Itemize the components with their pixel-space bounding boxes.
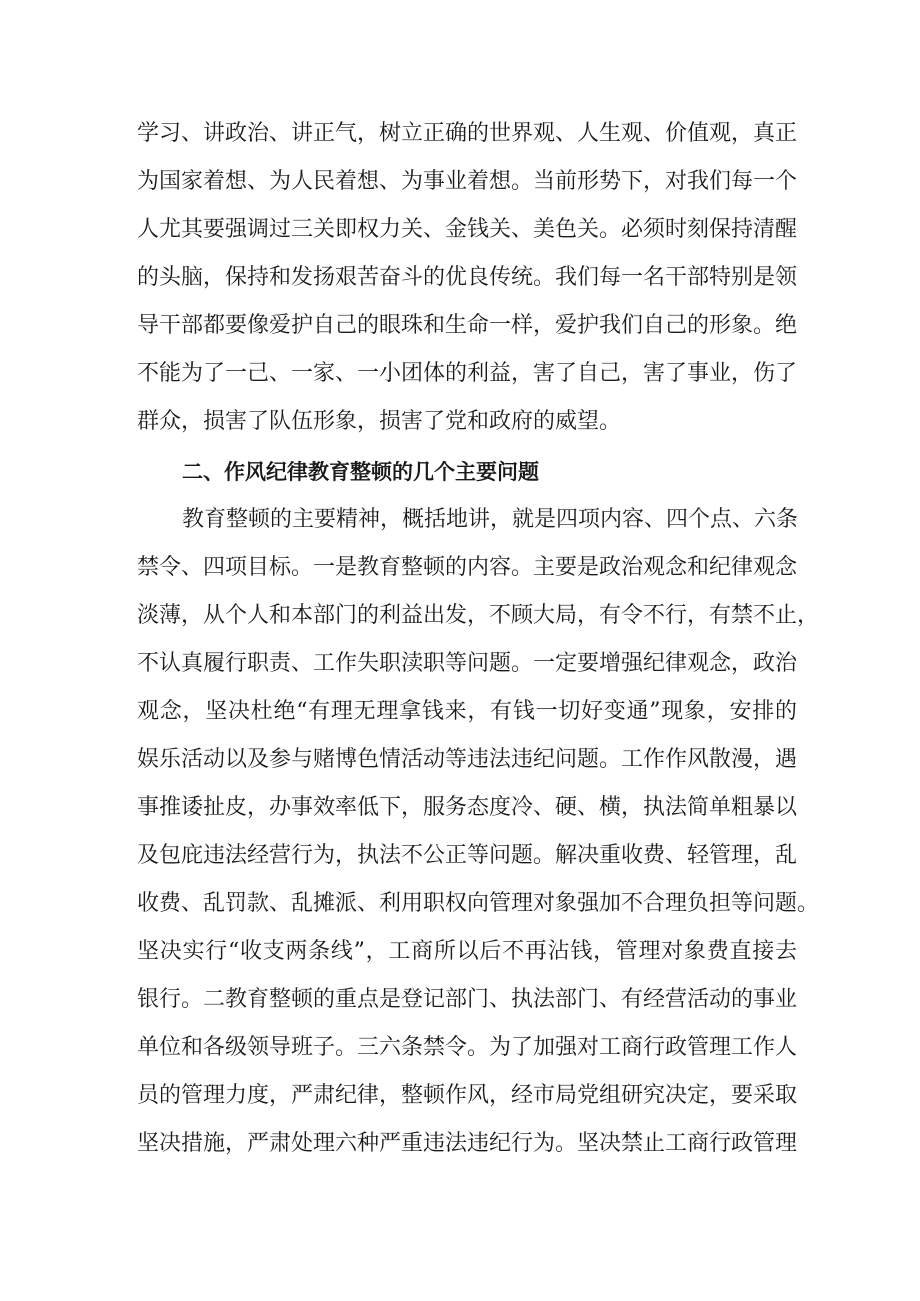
paragraph-line: 娱乐活动以及参与赌博色情活动等违法违纪问题。工作作风散漫，遇 bbox=[137, 747, 798, 772]
paragraph-line: 银行。二教育整顿的重点是登记部门、执法部门、有经营活动的事业 bbox=[137, 987, 798, 1012]
paragraph-line: 员的管理力度，严肃纪律，整顿作风，经市局党组研究决定，要采取 bbox=[137, 1083, 798, 1108]
paragraph-line: 观念，坚决杜绝“有理无理拿钱来，有钱一切好变通”现象，安排的 bbox=[137, 699, 797, 724]
paragraph-line: 为国家着想、为人民着想、为事业着想。当前形势下，对我们每一个 bbox=[137, 169, 798, 194]
paragraph-line: 淡薄，从个人和本部门的利益出发，不顾大局，有令不行，有禁不止， bbox=[137, 603, 820, 628]
paragraph-line: 教育整顿的主要精神，概括地讲，就是四项内容、四个点、六条 bbox=[182, 507, 799, 532]
paragraph-line: 坚决实行“收支两条线”，工商所以后不再沾钱，管理对象费直接去 bbox=[137, 939, 797, 964]
paragraph-line: 坚决措施，严肃处理六种严重违法违纪行为。坚决禁止工商行政管理 bbox=[137, 1131, 798, 1156]
paragraph-line: 禁令、四项目标。一是教育整顿的内容。主要是政治观念和纪律观念 bbox=[137, 555, 798, 580]
paragraph-line: 导干部都要像爱护自己的眼珠和生命一样，爱护我们自己的形象。绝 bbox=[137, 313, 798, 338]
paragraph-line: 的头脑，保持和发扬艰苦奋斗的优良传统。我们每一名干部特别是领 bbox=[137, 265, 798, 290]
paragraph-line: 不能为了一己、一家、一小团体的利益，害了自己，害了事业，伤了 bbox=[137, 361, 798, 386]
paragraph-line: 群众，损害了队伍形象，损害了党和政府的威望。 bbox=[137, 409, 622, 434]
paragraph-line: 事推诿扯皮，办事效率低下，服务态度冷、硬、横，执法简单粗暴以 bbox=[137, 795, 798, 820]
paragraph-line: 及包庇违法经营行为，执法不公正等问题。解决重收费、轻管理，乱 bbox=[137, 843, 798, 868]
paragraph-line: 单位和各级领导班子。三六条禁令。为了加强对工商行政管理工作人 bbox=[137, 1035, 798, 1060]
paragraph-line: 收费、乱罚款、乱摊派、利用职权向管理对象强加不合理负担等问题。 bbox=[137, 891, 820, 916]
paragraph-line: 学习、讲政治、讲正气，树立正确的世界观、人生观、价值观，真正 bbox=[137, 121, 798, 146]
section-heading: 二、作风纪律教育整顿的几个主要问题 bbox=[182, 460, 539, 484]
paragraph-line: 不认真履行职责、工作失职渎职等问题。一定要增强纪律观念，政治 bbox=[137, 651, 798, 676]
paragraph-line: 人尤其要强调过三关即权力关、金钱关、美色关。必须时刻保持清醒 bbox=[137, 217, 798, 242]
